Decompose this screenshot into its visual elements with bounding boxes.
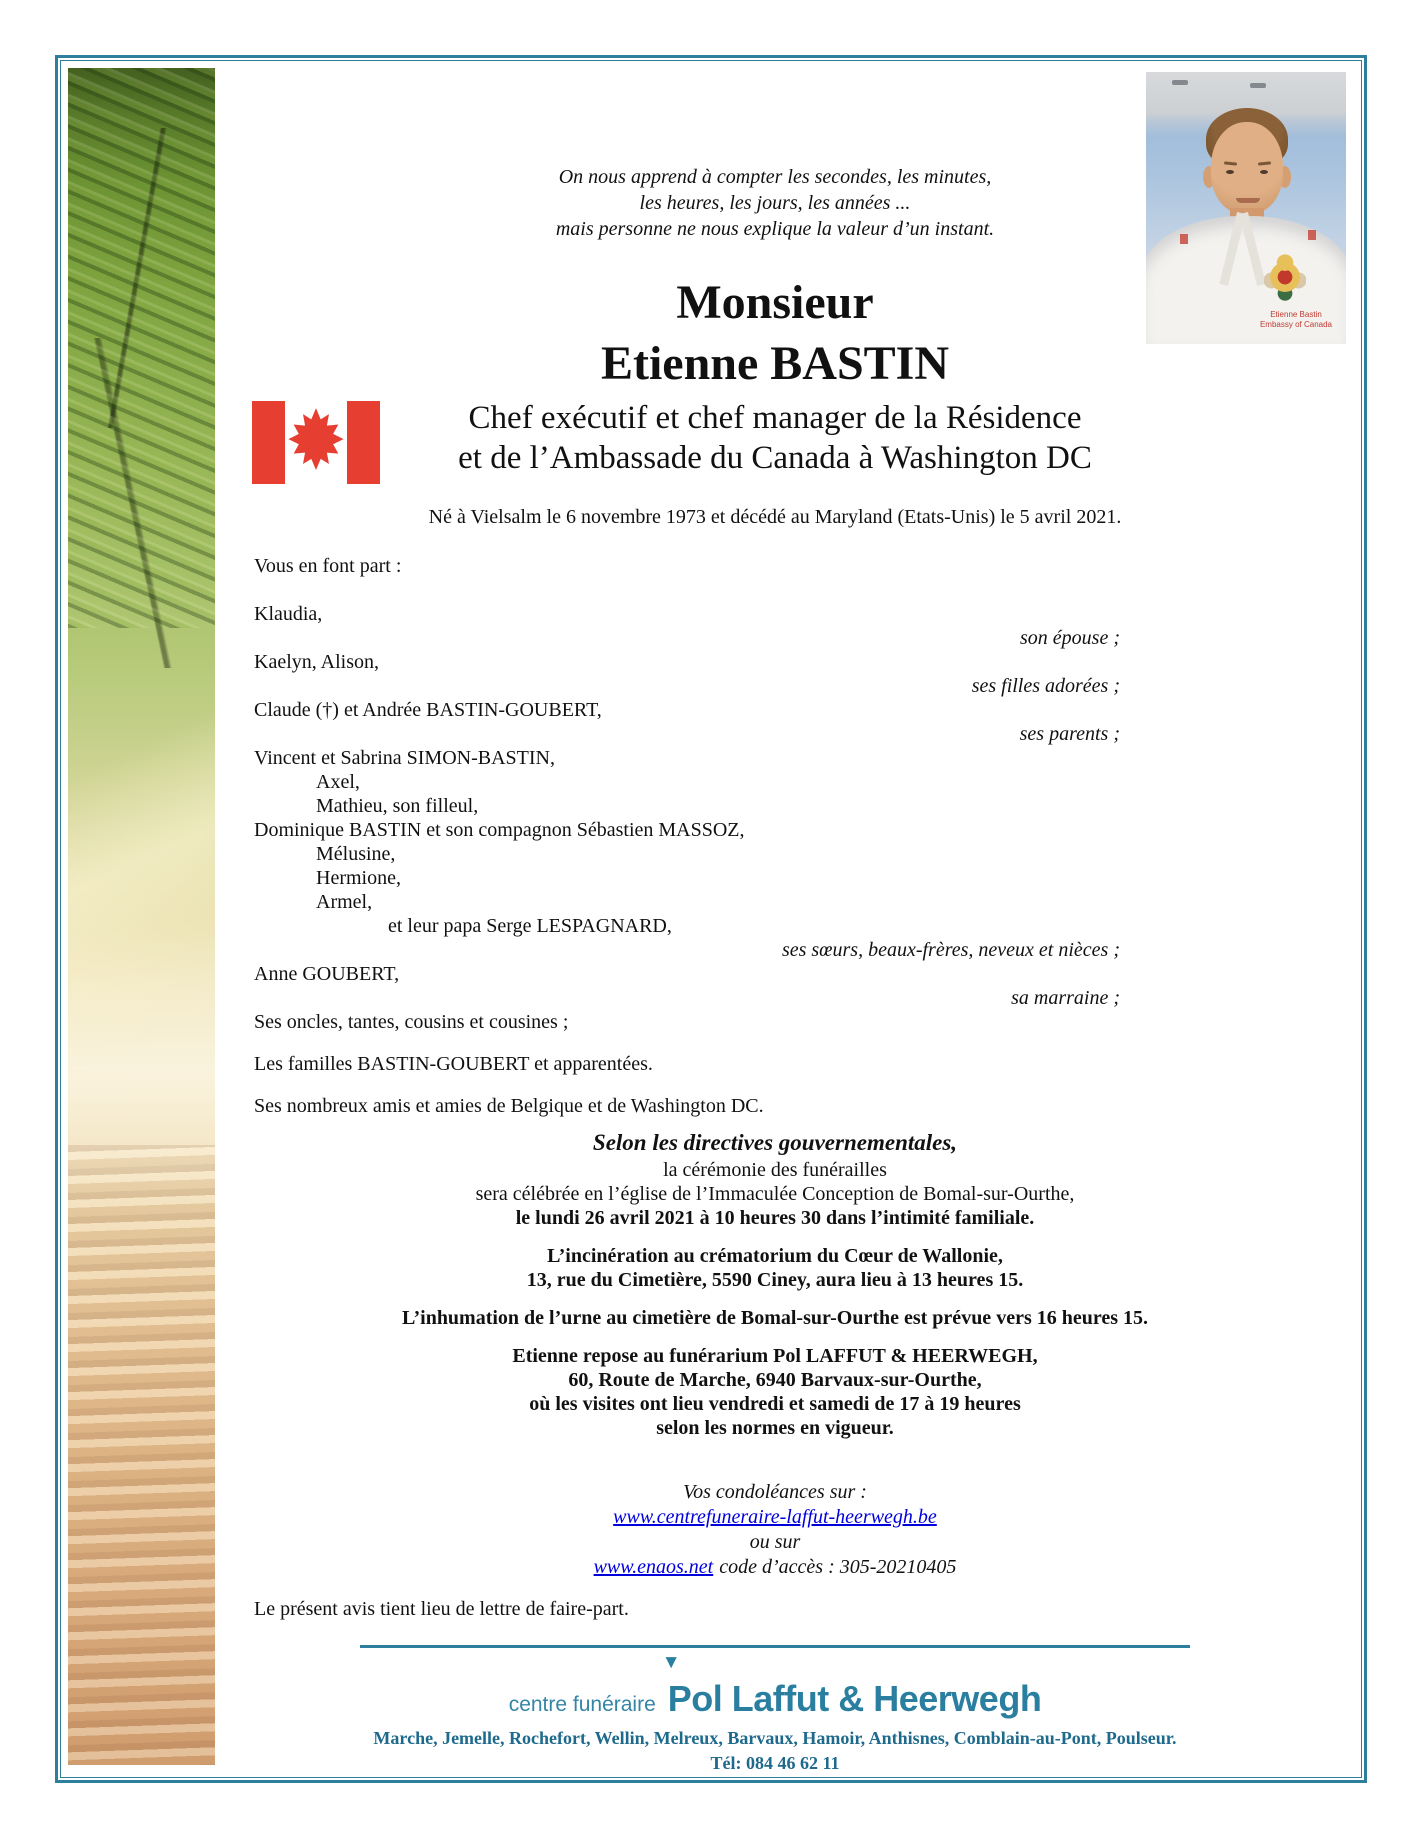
embroidery-org: Embassy of Canada: [1259, 320, 1333, 329]
family-member: Hermione,: [316, 867, 401, 889]
funeral-home-logo: [254, 1652, 1296, 1720]
deceased-header: [254, 272, 1296, 529]
family-relation: ses sœurs, beaux-frères, neveux et nièces ;: [781, 939, 1120, 961]
epigraph: [254, 164, 1296, 242]
title-monsieur: Monsieur: [676, 276, 874, 329]
family-member: Armel,: [316, 891, 373, 913]
condolences-label: Vos condoléances sur :: [683, 1481, 867, 1503]
family-member: Vincent et Sabrina SIMON-BASTIN,: [254, 747, 555, 769]
closing-line: Le présent avis tient lieu de lettre de faire-part.: [254, 1598, 629, 1620]
inhumation-line: L’inhumation de l’urne au cimetière de Bomal-sur-Ourthe est prévue vers 16 heures 15.: [401, 1307, 1149, 1329]
cremation-line: 13, rue du Cimetière, 5590 Ciney, aura lieu à 13 heures 15.: [526, 1269, 1024, 1291]
deceased-role-line1: Chef exécutif et chef manager de la Résidence: [468, 400, 1082, 436]
funeral-home-phone: Tél: 084 46 62 11: [710, 1753, 840, 1773]
logo-triangle-icon: ▼: [661, 1652, 681, 1673]
epigraph-line: On nous apprend à compter les secondes, les minutes,: [558, 166, 992, 188]
repose-line: selon les normes en vigueur.: [656, 1417, 894, 1439]
family-member: Mélusine,: [316, 843, 396, 865]
family-member: Dominique BASTIN et son compagnon Sébastien MASSOZ,: [254, 819, 745, 841]
deceased-role-line2: et de l’Ambassade du Canada à Washington DC: [458, 440, 1092, 476]
epigraph-line: les heures, les jours, les années ...: [639, 192, 911, 214]
family-member: Les familles BASTIN-GOUBERT et apparentées.: [254, 1053, 653, 1075]
condolences-block: [254, 1480, 1296, 1580]
family-member: Ses oncles, tantes, cousins et cousines ;: [254, 1011, 569, 1033]
family-member: Klaudia,: [254, 603, 323, 625]
family-announcement: [254, 554, 1120, 1118]
repose-line: où les visites ont lieu vendredi et samedi de 17 à 19 heures: [529, 1393, 1021, 1415]
repose-line: 60, Route de Marche, 6940 Barvaux-sur-Ourthe,: [568, 1369, 982, 1391]
embroidery-name: Etienne Bastin: [1270, 310, 1322, 319]
condolences-link-2[interactable]: www.enaos.net: [593, 1556, 714, 1578]
family-member: Anne GOUBERT,: [254, 963, 400, 985]
ceiling-vent: [1172, 80, 1188, 85]
ceremony-line: sera célébrée en l’église de l’Immaculée Conception de Bomal-sur-Ourthe,: [475, 1183, 1075, 1205]
access-code: code d’accès : 305-20210405: [719, 1556, 957, 1578]
family-member: Axel,: [316, 771, 360, 793]
ceremony-heading: Selon les directives gouvernementales,: [592, 1130, 958, 1155]
family-relation: ses parents ;: [1019, 723, 1120, 745]
family-intro: Vous en font part :: [254, 555, 402, 577]
family-member: Ses nombreux amis et amies de Belgique et de Washington DC.: [254, 1095, 764, 1117]
birth-death-line: Né à Vielsalm le 6 novembre 1973 et décédé au Maryland (Etats-Unis) le 5 avril 2021.: [428, 506, 1122, 528]
logo-prefix: centre funéraire: [508, 1693, 656, 1716]
family-relation: son épouse ;: [1020, 627, 1120, 649]
cremation-line: L’incinération au crématorium du Cœur de Wallonie,: [547, 1245, 1003, 1267]
family-member: et leur papa Serge LESPAGNARD,: [388, 915, 672, 937]
footer-divider: [360, 1645, 1190, 1648]
ceremony-details: [254, 1128, 1296, 1580]
forest-path-photo: [68, 68, 215, 1765]
ceremony-line: la cérémonie des funérailles: [663, 1159, 887, 1181]
condolences-link-1[interactable]: www.centrefuneraire-laffut-heerwegh.be: [613, 1506, 937, 1528]
logo-name-text: Pol Laffut & Heerwegh: [667, 1678, 1042, 1719]
epigraph-line: mais personne ne nous explique la valeur d’un instant.: [555, 218, 995, 240]
funeral-home-footer: [254, 1645, 1296, 1774]
logo-name: [661, 1652, 1042, 1720]
funeral-home-towns: Marche, Jemelle, Rochefort, Wellin, Melreux, Barvaux, Hamoir, Anthisnes, Comblain-au-Pont, Poulseur.: [373, 1728, 1177, 1748]
jacket-flag-mark: [1308, 230, 1316, 240]
family-relation: ses filles adorées ;: [971, 675, 1120, 697]
family-member: Mathieu, son filleul,: [316, 795, 479, 817]
canada-flag-icon: [252, 401, 380, 484]
condolences-or-label: ou sur: [749, 1531, 801, 1553]
ceremony-datetime: le lundi 26 avril 2021 à 10 heures 30 dans l’intimité familiale.: [515, 1207, 1035, 1229]
repose-line: Etienne repose au funérarium Pol LAFFUT & HEERWEGH,: [512, 1345, 1038, 1367]
family-relation: sa marraine ;: [1011, 987, 1120, 1009]
family-member: Kaelyn, Alison,: [254, 651, 379, 673]
deceased-name: Etienne BASTIN: [600, 337, 950, 390]
ceiling-vent: [1250, 83, 1266, 88]
family-member: Claude (†) et Andrée BASTIN-GOUBERT,: [254, 699, 602, 721]
